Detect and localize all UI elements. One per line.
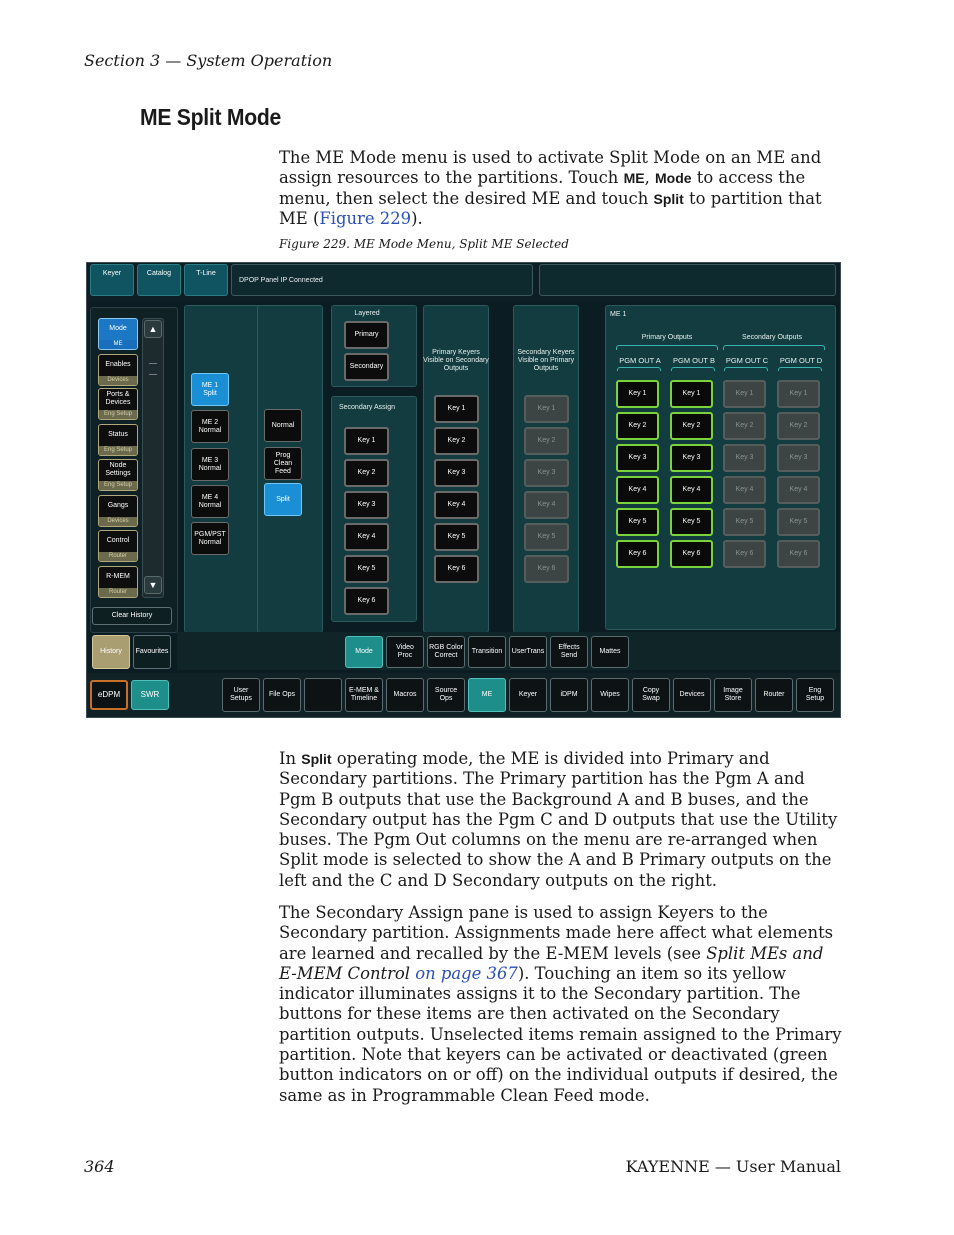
bottom-tab-12[interactable]: Image Store	[714, 678, 752, 712]
side-button-1[interactable]	[98, 354, 138, 386]
layered-title: Layered	[354, 310, 380, 317]
page-title: ME Split Mode	[140, 104, 282, 130]
output-2-key-1[interactable]: Key 1	[723, 380, 766, 408]
bottom-tab-14[interactable]: Eng Setup	[796, 678, 834, 712]
bottom-tab-10[interactable]: Copy Swap	[632, 678, 670, 712]
sub-tab-6[interactable]: Mattes	[591, 636, 629, 668]
top-tab-0[interactable]: Keyer	[90, 264, 134, 296]
pgm-out-column-3: PGM OUT D	[779, 356, 823, 365]
me-select-button-5[interactable]: PGM/PST Normal	[191, 522, 229, 555]
mode-button-0[interactable]: Normal	[264, 409, 302, 442]
side-button-label: Gangs	[107, 502, 129, 509]
cmd-split: Split	[653, 190, 684, 207]
side-button-3[interactable]	[98, 424, 138, 456]
favourites-button[interactable]: Favourites	[133, 635, 171, 669]
intro-paragraph: The ME Mode menu is used to activate Split Mode on an ME and assign resources to the partitions. Touch ME, Mode to access the menu, then select the desired ME and touch Split to partition that ME (Figure 229).	[279, 148, 822, 228]
side-button-sub: Router	[99, 552, 137, 561]
secondary-assign-key-2[interactable]: Key 2	[344, 459, 389, 487]
primary-keyers-key-1[interactable]: Key 1	[434, 395, 479, 423]
output-3-key-2[interactable]: Key 2	[777, 412, 820, 440]
side-button-5[interactable]	[98, 495, 138, 527]
figure-caption: Figure 229. ME Mode Menu, Split ME Selected	[279, 237, 569, 251]
swr-button[interactable]: SWR	[131, 680, 169, 710]
secondary-keyers-key-3[interactable]: Key 3	[524, 459, 569, 487]
side-button-label: Node Settings	[105, 462, 131, 477]
bottom-tab-3[interactable]: E-MEM & Timeline	[345, 678, 383, 712]
output-1-key-4[interactable]: Key 4	[670, 476, 713, 504]
top-tab-1[interactable]: Catalog	[137, 264, 181, 296]
side-button-4[interactable]	[98, 459, 138, 491]
output-1-key-1[interactable]: Key 1	[670, 380, 713, 408]
mode-button-1[interactable]: Prog Clean Feed	[264, 447, 302, 480]
bottom-tab-11[interactable]: Devices	[673, 678, 711, 712]
column-bracket	[671, 367, 715, 371]
side-button-6[interactable]	[98, 530, 138, 562]
side-button-label: Enables	[105, 361, 131, 368]
output-0-key-4[interactable]: Key 4	[616, 476, 659, 504]
primary-outputs-label: Primary Outputs	[641, 334, 693, 341]
side-button-sub: ME	[99, 340, 137, 349]
primary-keyers-key-2[interactable]: Key 2	[434, 427, 479, 455]
side-button-sub: Eng Setup	[99, 410, 137, 419]
output-2-key-4[interactable]: Key 4	[723, 476, 766, 504]
output-1-key-3[interactable]: Key 3	[670, 444, 713, 472]
side-scrollbar[interactable]	[142, 318, 164, 598]
cmd-split-2: Split	[301, 751, 332, 767]
pgm-out-column-2: PGM OUT C	[725, 356, 769, 365]
side-button-sub: Devices	[99, 376, 137, 385]
secondary-assign-key-1[interactable]: Key 1	[344, 427, 389, 455]
sub-tab-0[interactable]: Mode	[345, 636, 383, 668]
secondary-keyers-key-1[interactable]: Key 1	[524, 395, 569, 423]
output-3-key-6[interactable]: Key 6	[777, 540, 820, 568]
output-0-key-5[interactable]: Key 5	[616, 508, 659, 536]
me-select-button-2[interactable]: ME 2 Normal	[191, 410, 229, 443]
bottom-tab-0[interactable]: User Setups	[222, 678, 260, 712]
column-bracket	[724, 367, 768, 371]
output-3-key-5[interactable]: Key 5	[777, 508, 820, 536]
figure-link[interactable]: Figure 229	[319, 208, 412, 228]
me-select-button-4[interactable]: ME 4 Normal	[191, 485, 229, 518]
bottom-tab-6[interactable]: ME	[468, 678, 506, 712]
layered-button-0[interactable]: Primary	[344, 321, 389, 349]
sub-tab-2[interactable]: RGB Color Correct	[427, 636, 465, 668]
history-button[interactable]: History	[92, 635, 130, 669]
output-1-key-5[interactable]: Key 5	[670, 508, 713, 536]
side-button-sub: Eng Setup	[99, 446, 137, 455]
secondary-assign-key-3[interactable]: Key 3	[344, 491, 389, 519]
blank-status-pane	[539, 264, 836, 296]
cross-reference-link[interactable]: Split MEs and E-MEM Control on page 367	[279, 943, 824, 983]
sub-tab-5[interactable]: Effects Send	[550, 636, 588, 668]
output-0-key-6[interactable]: Key 6	[616, 540, 659, 568]
secondary-assign-key-5[interactable]: Key 5	[344, 555, 389, 583]
output-2-key-5[interactable]: Key 5	[723, 508, 766, 536]
secondary-assign-title: Secondary Assign	[338, 404, 396, 411]
bottom-tab-7[interactable]: Keyer	[509, 678, 547, 712]
me-select-button-3[interactable]: ME 3 Normal	[191, 448, 229, 481]
primary-keyers-title: Primary Keyers Visible on Secondary Outputs	[423, 349, 489, 372]
output-3-key-4[interactable]: Key 4	[777, 476, 820, 504]
bottom-tab-13[interactable]: Router	[755, 678, 793, 712]
side-button-sub: Eng Setup	[99, 481, 137, 490]
side-button-2[interactable]	[98, 388, 138, 420]
page-number: 364	[84, 1157, 115, 1176]
secondary-keyers-title: Secondary Keyers Visible on Primary Outputs	[517, 349, 575, 372]
scroll-up-icon[interactable]: ▲	[144, 320, 162, 338]
me-panel-title: ME 1	[610, 311, 627, 318]
secondary-keyers-key-2[interactable]: Key 2	[524, 427, 569, 455]
output-3-key-3[interactable]: Key 3	[777, 444, 820, 472]
output-2-key-6[interactable]: Key 6	[723, 540, 766, 568]
secondary-outputs-label: Secondary Outputs	[742, 334, 802, 341]
secondary-keyers-key-6[interactable]: Key 6	[524, 555, 569, 583]
bottom-tab-2[interactable]	[304, 678, 342, 712]
side-button-label: R-MEM	[106, 573, 130, 580]
side-button-label: Status	[108, 431, 128, 438]
column-bracket	[778, 367, 822, 371]
bottom-tab-9[interactable]: Wipes	[591, 678, 629, 712]
output-2-key-3[interactable]: Key 3	[723, 444, 766, 472]
output-0-key-1[interactable]: Key 1	[616, 380, 659, 408]
sub-tab-4[interactable]: UserTrans	[509, 636, 547, 668]
primary-keyers-key-5[interactable]: Key 5	[434, 523, 479, 551]
sub-tab-1[interactable]: Video Proc	[386, 636, 424, 668]
status-text: DPOP Panel IP Connected	[239, 277, 323, 284]
mode-button-2[interactable]: Split	[264, 483, 302, 516]
secondary-assign-paragraph: The Secondary Assign pane is used to assign Keyers to the Secondary partition. Assignments made here affect what elements are learned and recalled by the E-MEM levels (see Split MEs and E-MEM Control on page 367). Touching an item so its yellow indicator illuminates assigns it to the Secondary partition. The buttons for these items are then activated on the Secondary partition outputs. Unselected items remain assigned to the Primary partition. Note that keyers can be activated or deactivated (green button indicators on or off) on the individual outputs if desired, the same as in Programmable Clean Feed mode.	[279, 903, 842, 1105]
running-header: Section 3 — System Operation	[84, 51, 333, 70]
me-mode-menu-screenshot	[86, 262, 841, 718]
bottom-tab-1[interactable]: File Ops	[263, 678, 301, 712]
sub-tab-3[interactable]: Transition	[468, 636, 506, 668]
side-button-0[interactable]	[98, 318, 138, 350]
scroll-down-icon[interactable]: ▼	[144, 576, 162, 594]
output-3-key-1[interactable]: Key 1	[777, 380, 820, 408]
side-button-label: Mode	[109, 325, 127, 332]
column-bracket	[617, 367, 661, 371]
top-tab-2[interactable]: T-Line	[184, 264, 228, 296]
bottom-tab-8[interactable]: iDPM	[550, 678, 588, 712]
pgm-out-column-1: PGM OUT B	[673, 356, 715, 365]
clear-history-button[interactable]: Clear History	[92, 607, 172, 625]
side-button-label: Ports & Devices	[105, 391, 131, 406]
output-0-key-2[interactable]: Key 2	[616, 412, 659, 440]
me-select-button-1[interactable]: ME 1 Split	[191, 373, 229, 406]
pgm-out-column-0: PGM OUT A	[619, 356, 661, 365]
edpm-button[interactable]: eDPM	[90, 680, 128, 710]
side-button-7[interactable]	[98, 566, 138, 598]
manual-title: KAYENNE — User Manual	[625, 1157, 841, 1176]
output-1-key-2[interactable]: Key 2	[670, 412, 713, 440]
side-button-label: Control	[106, 537, 130, 544]
side-button-sub: Devices	[99, 517, 137, 526]
bottom-tab-4[interactable]: Macros	[386, 678, 424, 712]
output-0-key-3[interactable]: Key 3	[616, 444, 659, 472]
side-button-sub: Router	[99, 588, 137, 597]
bottom-tab-5[interactable]: Source Ops	[427, 678, 465, 712]
output-1-key-6[interactable]: Key 6	[670, 540, 713, 568]
secondary-keyers-key-5[interactable]: Key 5	[524, 523, 569, 551]
secondary-assign-key-6[interactable]: Key 6	[344, 587, 389, 615]
split-mode-paragraph: In Split operating mode, the ME is divided into Primary and Secondary partitions. The Primary partition has the Pgm A and Pgm B outputs that use the Background A and B buses, and the Secondary output has the Pgm C and D outputs that use the Utility buses. The Pgm Out columns on the menu are re-arranged when Split mode is selected to show the A and B Primary outputs on the left and the C and D Secondary outputs on the right.	[279, 749, 838, 890]
scroll-grip-icon[interactable]	[149, 363, 157, 375]
output-2-key-2[interactable]: Key 2	[723, 412, 766, 440]
primary-keyers-key-4[interactable]: Key 4	[434, 491, 479, 519]
secondary-assign-key-4[interactable]: Key 4	[344, 523, 389, 551]
secondary-keyers-key-4[interactable]: Key 4	[524, 491, 569, 519]
cmd-mode: Mode	[655, 170, 692, 187]
primary-keyers-key-3[interactable]: Key 3	[434, 459, 479, 487]
cmd-me: ME	[623, 170, 645, 187]
primary-keyers-key-6[interactable]: Key 6	[434, 555, 479, 583]
layered-button-1[interactable]: Secondary	[344, 353, 389, 381]
